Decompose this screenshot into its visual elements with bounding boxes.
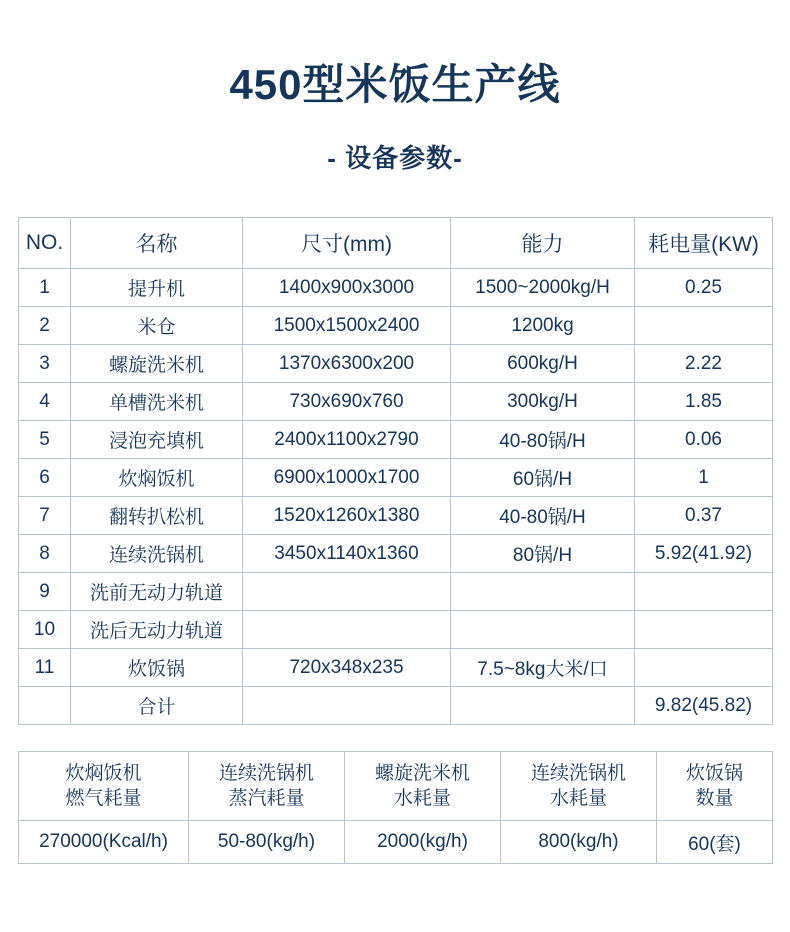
consumption-table-container xyxy=(18,751,772,864)
cell-power: 5.92(41.92) xyxy=(635,535,773,573)
cell-power: 2.22 xyxy=(635,345,773,383)
cell-power: 0.25 xyxy=(635,269,773,307)
cell-capacity xyxy=(451,573,635,611)
cell-no: 3 xyxy=(19,345,71,383)
cell-capacity: 600kg/H xyxy=(451,345,635,383)
cell-name: 米仓 xyxy=(71,307,243,345)
table-row xyxy=(19,649,773,687)
header-line-1: 螺旋洗米机 xyxy=(374,762,470,784)
table-row xyxy=(19,821,773,864)
table-header-row xyxy=(19,752,773,821)
page-title: 450型米饭生产线 xyxy=(229,61,561,108)
cell-no: 4 xyxy=(19,383,71,421)
table-row xyxy=(19,535,773,573)
cell-power: 0.06 xyxy=(635,421,773,459)
table-row xyxy=(19,269,773,307)
cell-size: 1370x6300x200 xyxy=(243,345,451,383)
cell-power: 0.37 xyxy=(635,497,773,535)
cell-power: 1 xyxy=(635,459,773,497)
column-header-capacity: 能力 xyxy=(451,218,635,269)
cell-no: 9 xyxy=(19,573,71,611)
cell-no: 5 xyxy=(19,421,71,459)
header-line-2: 数量 xyxy=(695,788,734,810)
cell-capacity: 40-80锅/H xyxy=(451,497,635,535)
cell-no: 2 xyxy=(19,307,71,345)
consumption-table-body xyxy=(19,821,773,864)
page-subtitle: - 设备参数- xyxy=(327,143,463,174)
cell-no: 8 xyxy=(19,535,71,573)
cell-no: 6 xyxy=(19,459,71,497)
column-header-no: NO. xyxy=(19,218,71,269)
table-row xyxy=(19,345,773,383)
table-row xyxy=(19,459,773,497)
header-line-1: 炊焖饭机 xyxy=(65,762,142,784)
cell-name: 螺旋洗米机 xyxy=(71,345,243,383)
cell-size: 6900x1000x1700 xyxy=(243,459,451,497)
cell-size: 2400x1100x2790 xyxy=(243,421,451,459)
cell-name: 炊焖饭机 xyxy=(71,459,243,497)
cell-capacity: 40-80锅/H xyxy=(451,421,635,459)
cell-size: 1500x1500x2400 xyxy=(243,307,451,345)
cell-size xyxy=(243,573,451,611)
cell-capacity: 7.5~8kg大米/口 xyxy=(451,649,635,687)
spec-table-header xyxy=(19,218,773,269)
cell-no: 1 xyxy=(19,269,71,307)
cell-size: 730x690x760 xyxy=(243,383,451,421)
header-line-1: 炊饭锅 xyxy=(685,762,743,784)
cell-no: 11 xyxy=(19,649,71,687)
cell-capacity: 80锅/H xyxy=(451,535,635,573)
cell-power: 9.82(45.82) xyxy=(635,687,773,725)
table-header-row xyxy=(19,218,773,269)
cell-no xyxy=(19,687,71,725)
cell-name: 翻转扒松机 xyxy=(71,497,243,535)
cell-name: 单槽洗米机 xyxy=(71,383,243,421)
cell-size: 1400x900x3000 xyxy=(243,269,451,307)
cell-no: 10 xyxy=(19,611,71,649)
table-row xyxy=(19,421,773,459)
cell-size: 3450x1140x1360 xyxy=(243,535,451,573)
header-line-2: 水耗量 xyxy=(393,788,451,810)
cell-name: 连续洗锅机 xyxy=(71,535,243,573)
cell-capacity xyxy=(451,611,635,649)
consumption-table xyxy=(18,751,773,864)
cell-capacity: 300kg/H xyxy=(451,383,635,421)
cell-name: 浸泡充填机 xyxy=(71,421,243,459)
table-row xyxy=(19,497,773,535)
spec-table-container xyxy=(18,217,772,725)
cell-capacity: 60锅/H xyxy=(451,459,635,497)
cell-power: 1.85 xyxy=(635,383,773,421)
spec-table-body xyxy=(19,269,773,725)
cell-capacity xyxy=(451,687,635,725)
column-header-size: 尺寸(mm) xyxy=(243,218,451,269)
cell-washer-water-consumption: 2000(kg/h) xyxy=(345,821,501,864)
column-header-power: 耗电量(KW) xyxy=(635,218,773,269)
cell-no: 7 xyxy=(19,497,71,535)
consumption-table-header xyxy=(19,752,773,821)
column-header-gas-consumption xyxy=(19,752,189,821)
cell-gas-consumption: 270000(Kcal/h) xyxy=(19,821,189,864)
cell-power xyxy=(635,573,773,611)
cell-power xyxy=(635,611,773,649)
table-row xyxy=(19,611,773,649)
cell-size xyxy=(243,611,451,649)
cell-power xyxy=(635,307,773,345)
header-line-1: 连续洗锅机 xyxy=(218,762,314,784)
cell-size: 720x348x235 xyxy=(243,649,451,687)
column-header-pot-quantity xyxy=(657,752,773,821)
cell-pot-washer-water-consumption: 800(kg/h) xyxy=(501,821,657,864)
header-line-2: 蒸汽耗量 xyxy=(228,788,305,810)
cell-size xyxy=(243,687,451,725)
cell-name: 洗后无动力轨道 xyxy=(71,611,243,649)
column-header-washer-water-consumption xyxy=(345,752,501,821)
table-row xyxy=(19,573,773,611)
table-row xyxy=(19,383,773,421)
cell-name: 洗前无动力轨道 xyxy=(71,573,243,611)
cell-size: 1520x1260x1380 xyxy=(243,497,451,535)
cell-power xyxy=(635,649,773,687)
header-line-2: 水耗量 xyxy=(549,788,607,810)
cell-capacity: 1500~2000kg/H xyxy=(451,269,635,307)
column-header-pot-washer-water-consumption xyxy=(501,752,657,821)
column-header-name: 名称 xyxy=(71,218,243,269)
header-line-2: 燃气耗量 xyxy=(65,788,142,810)
table-row xyxy=(19,307,773,345)
column-header-steam-consumption xyxy=(189,752,345,821)
cell-pot-quantity: 60(套) xyxy=(657,821,773,864)
cell-name: 炊饭锅 xyxy=(71,649,243,687)
header-line-1: 连续洗锅机 xyxy=(530,762,626,784)
table-row-total xyxy=(19,687,773,725)
cell-capacity: 1200kg xyxy=(451,307,635,345)
cell-name: 提升机 xyxy=(71,269,243,307)
cell-steam-consumption: 50-80(kg/h) xyxy=(189,821,345,864)
spec-table xyxy=(18,217,773,725)
cell-name: 合计 xyxy=(71,687,243,725)
